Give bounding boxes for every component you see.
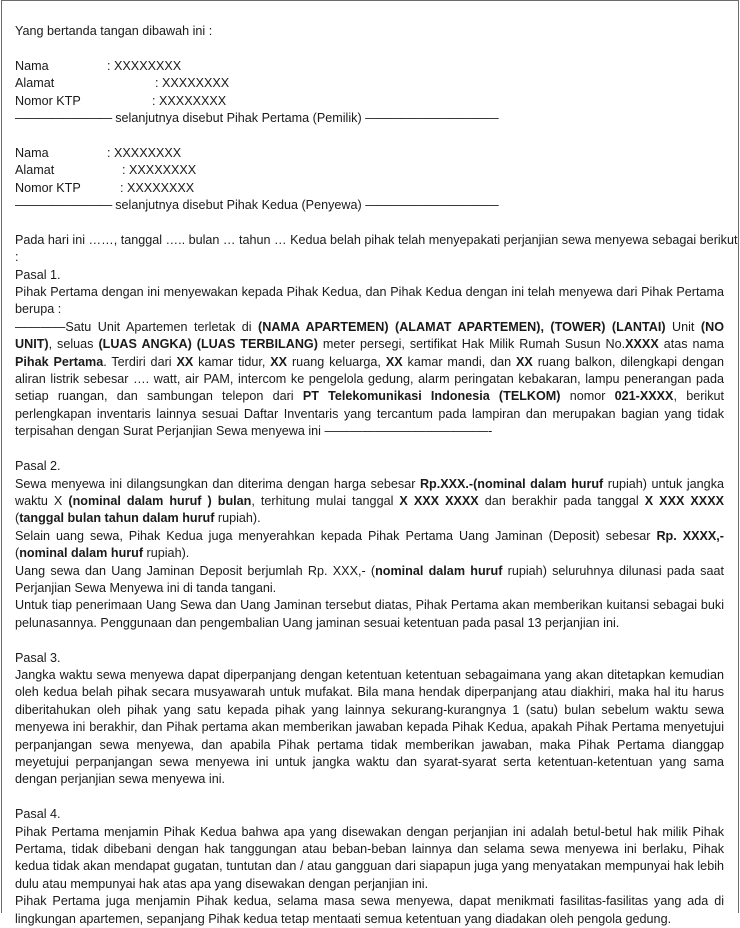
party-2-name-row bbox=[15, 145, 724, 162]
party-2-block bbox=[15, 145, 724, 215]
field-label: Nomor KTP bbox=[15, 93, 81, 108]
field-value: : XXXXXXXX bbox=[155, 76, 230, 91]
article-2-paragraph-3: Uang sewa dan Uang Jaminan Deposit berjumlah Rp. XXX,- (nominal dalam huruf rupiah) seluruhnya dilunasi pada saat Perjanjian Sewa Menyewa ini di tanda tangani. bbox=[15, 563, 724, 595]
field-value: : XXXXXXXX bbox=[120, 180, 195, 195]
party-1-address-row bbox=[15, 75, 724, 92]
article-1-paragraph-2: ————Satu Unit Apartemen terletak di (NAMA APARTEMEN) (ALAMAT APARTEMEN), (TOWER) (LANTAI) Unit (NO UNIT), seluas (LUAS ANGKA) (LUAS TERBILANG) meter persegi, sertifikat Hak Milik Rumah Susun No.XXXX atas nama Pihak Pertama. Terdiri dari XX kamar tidur, XX ruang keluarga, XX kamar mandi, dan XX ruang balkon, dilengkapi dengan aliran listrik sebesar …. watt, air PAM, intercom ke pengelola gedung, alarm peringatan kebakaran, lampu penerangan pada setiap ruangan, dan sambungan telepon dari PT Telekomunikasi Indonesia (TELKOM) nomor 021-XXXX, berikut perlengkapan inventaris lainnya sesuai Daftar Inventaris yang tercantum pada lampiran dan merupakan bagian yang tidak terpisahan dengan Surat Perjanjian Sewa menyewa ini —————————————- bbox=[15, 319, 725, 439]
article-2-paragraph-4: Untuk tiap penerimaan Uang Sewa dan Uang Jaminan tersebut diatas, Pihak Pertama akan memberikan kuitansi sebagai buki pelunasannya. Penggunaan dan pengembalian Uang jaminan sesuai ketentuan pada pasal 13 perjanjian ini. bbox=[15, 598, 724, 630]
article-3 bbox=[15, 650, 724, 789]
article-4-title: Pasal 4. bbox=[15, 807, 61, 822]
field-label: Nama bbox=[15, 145, 49, 160]
party-1-caption: selanjutnya disebut Pihak Pertama (Pemilik) bbox=[111, 111, 366, 126]
article-2-paragraph-2: Selain uang sewa, Pihak Kedua juga menyerahkan kepada Pihak Pertama Uang Jaminan (Deposit) sebesar Rp. XXXX,- (nominal dalam huruf rupiah). bbox=[15, 528, 724, 561]
field-value: : XXXXXXXX bbox=[152, 93, 227, 108]
article-2 bbox=[15, 458, 724, 632]
document-page bbox=[1, 0, 739, 926]
party-2-caption: selanjutnya disebut Pihak Kedua (Penyewa) bbox=[111, 198, 366, 213]
article-1-title: Pasal 1. bbox=[15, 267, 61, 282]
field-value: : XXXXXXXX bbox=[107, 145, 182, 160]
article-4-paragraph-1: Pihak Pertama menjamin Pihak Kedua bahwa apa yang disewakan dengan perjanjian ini adalah betul-betul hak milik Pihak Pertama, tidak dibebani dengan hak tanggungan atau beban-beban lainnya dan selama sewa menyewa ini berlaku, Pihak kedua tidak akan mendapat gugatan, tuntutan dan / atau gangguan dari siapapun juga yang menyatakan mempunyai hak lebih dulu atau mempunyai hak atas apa yang disewakan dengan perjanjian ini. bbox=[15, 824, 724, 891]
intro-text: Yang bertanda tangan dibawah ini : bbox=[15, 24, 213, 38]
article-2-paragraph-1: Sewa menyewa ini dilangsungkan dan diterima dengan harga sebesar Rp.XXX.-(nominal dalam huruf rupiah) untuk jangka waktu X (nominal dalam huruf ) bulan, terhitung mulai tanggal X XXX XXXX dan berakhir pada tanggal X XXX XXXX (tanggal bulan tahun dalam huruf rupiah). bbox=[15, 476, 725, 526]
article-4 bbox=[15, 806, 724, 928]
party-2-address-row bbox=[15, 162, 724, 179]
article-3-paragraph: Jangka waktu sewa menyewa dapat diperpanjang dengan ketentuan ketentuan sebagaimana yang akan ditetapkan kemudian oleh kedua belah pihak secara musyawarah untuk mufakat. Bila mana hendak diperpanjang atau diakhiri, maka hal itu harus diberitahukan oleh pihak yang satu kepada pihak yang lainnya sekurang-kurangnya 1 (satu) bulan sebelum waktu sewa menyewa ini berakhir, dan Pihak pertama akan memberikan jawaban kepada Pihak Kedua, apakah Pihak Pertama menyetujui perpanjangan sewa menyewa, dan apabila Pihak pertama tidak memberikan jawaban, maka Pihak Pertama dianggap meyetujui perpanjangan sewa menyewa ini untuk jangka waktu dan syarat-syarat serta ketentuan-ketentuan yang sama dengan perjanjian sewa menyewa ini. bbox=[15, 667, 724, 787]
preamble-line: Pada hari ini ……, tanggal ….. bulan … tahun … Kedua belah pihak telah menyepakati perjanjian sewa menyewa sebagai berikut bbox=[15, 232, 738, 247]
article-3-title: Pasal 3. bbox=[15, 650, 61, 665]
article-2-title: Pasal 2. bbox=[15, 459, 61, 474]
field-label: Nomor KTP bbox=[15, 180, 81, 195]
party-1-name-row bbox=[15, 58, 724, 75]
party-2-divider: ———————— selanjutnya disebut Pihak Kedua (Penyewa) ——————————— bbox=[15, 198, 499, 213]
field-label: Alamat bbox=[15, 76, 55, 91]
field-label: Nama bbox=[15, 58, 49, 73]
party-2-ktp-row bbox=[15, 180, 724, 197]
party-1-ktp-row bbox=[15, 93, 724, 110]
party-1-divider: ———————— selanjutnya disebut Pihak Pertama (Pemilik) ——————————— bbox=[15, 111, 499, 126]
preamble-colon: : bbox=[15, 250, 19, 265]
article-1 bbox=[15, 267, 724, 441]
article-4-paragraph-2: Pihak Pertama juga menjamin Pihak kedua, selama masa sewa menyewa, dapat menikmati fasilitas-fasilitas yang ada di lingkungan apartemen, sepanjang Pihak kedua tetap mentaati semua ketentuan yang diadakan oleh pengola gedung. bbox=[15, 894, 724, 926]
field-label: Alamat bbox=[15, 163, 55, 178]
article-1-paragraph-1: Pihak Pertama dengan ini menyewakan kepada Pihak Kedua, dan Pihak Kedua dengan ini telah menyewa dari Pihak Pertama berupa : bbox=[15, 285, 724, 317]
field-value: : XXXXXXXX bbox=[122, 163, 197, 178]
party-1-block bbox=[15, 58, 724, 128]
field-value: : XXXXXXXX bbox=[107, 58, 182, 73]
